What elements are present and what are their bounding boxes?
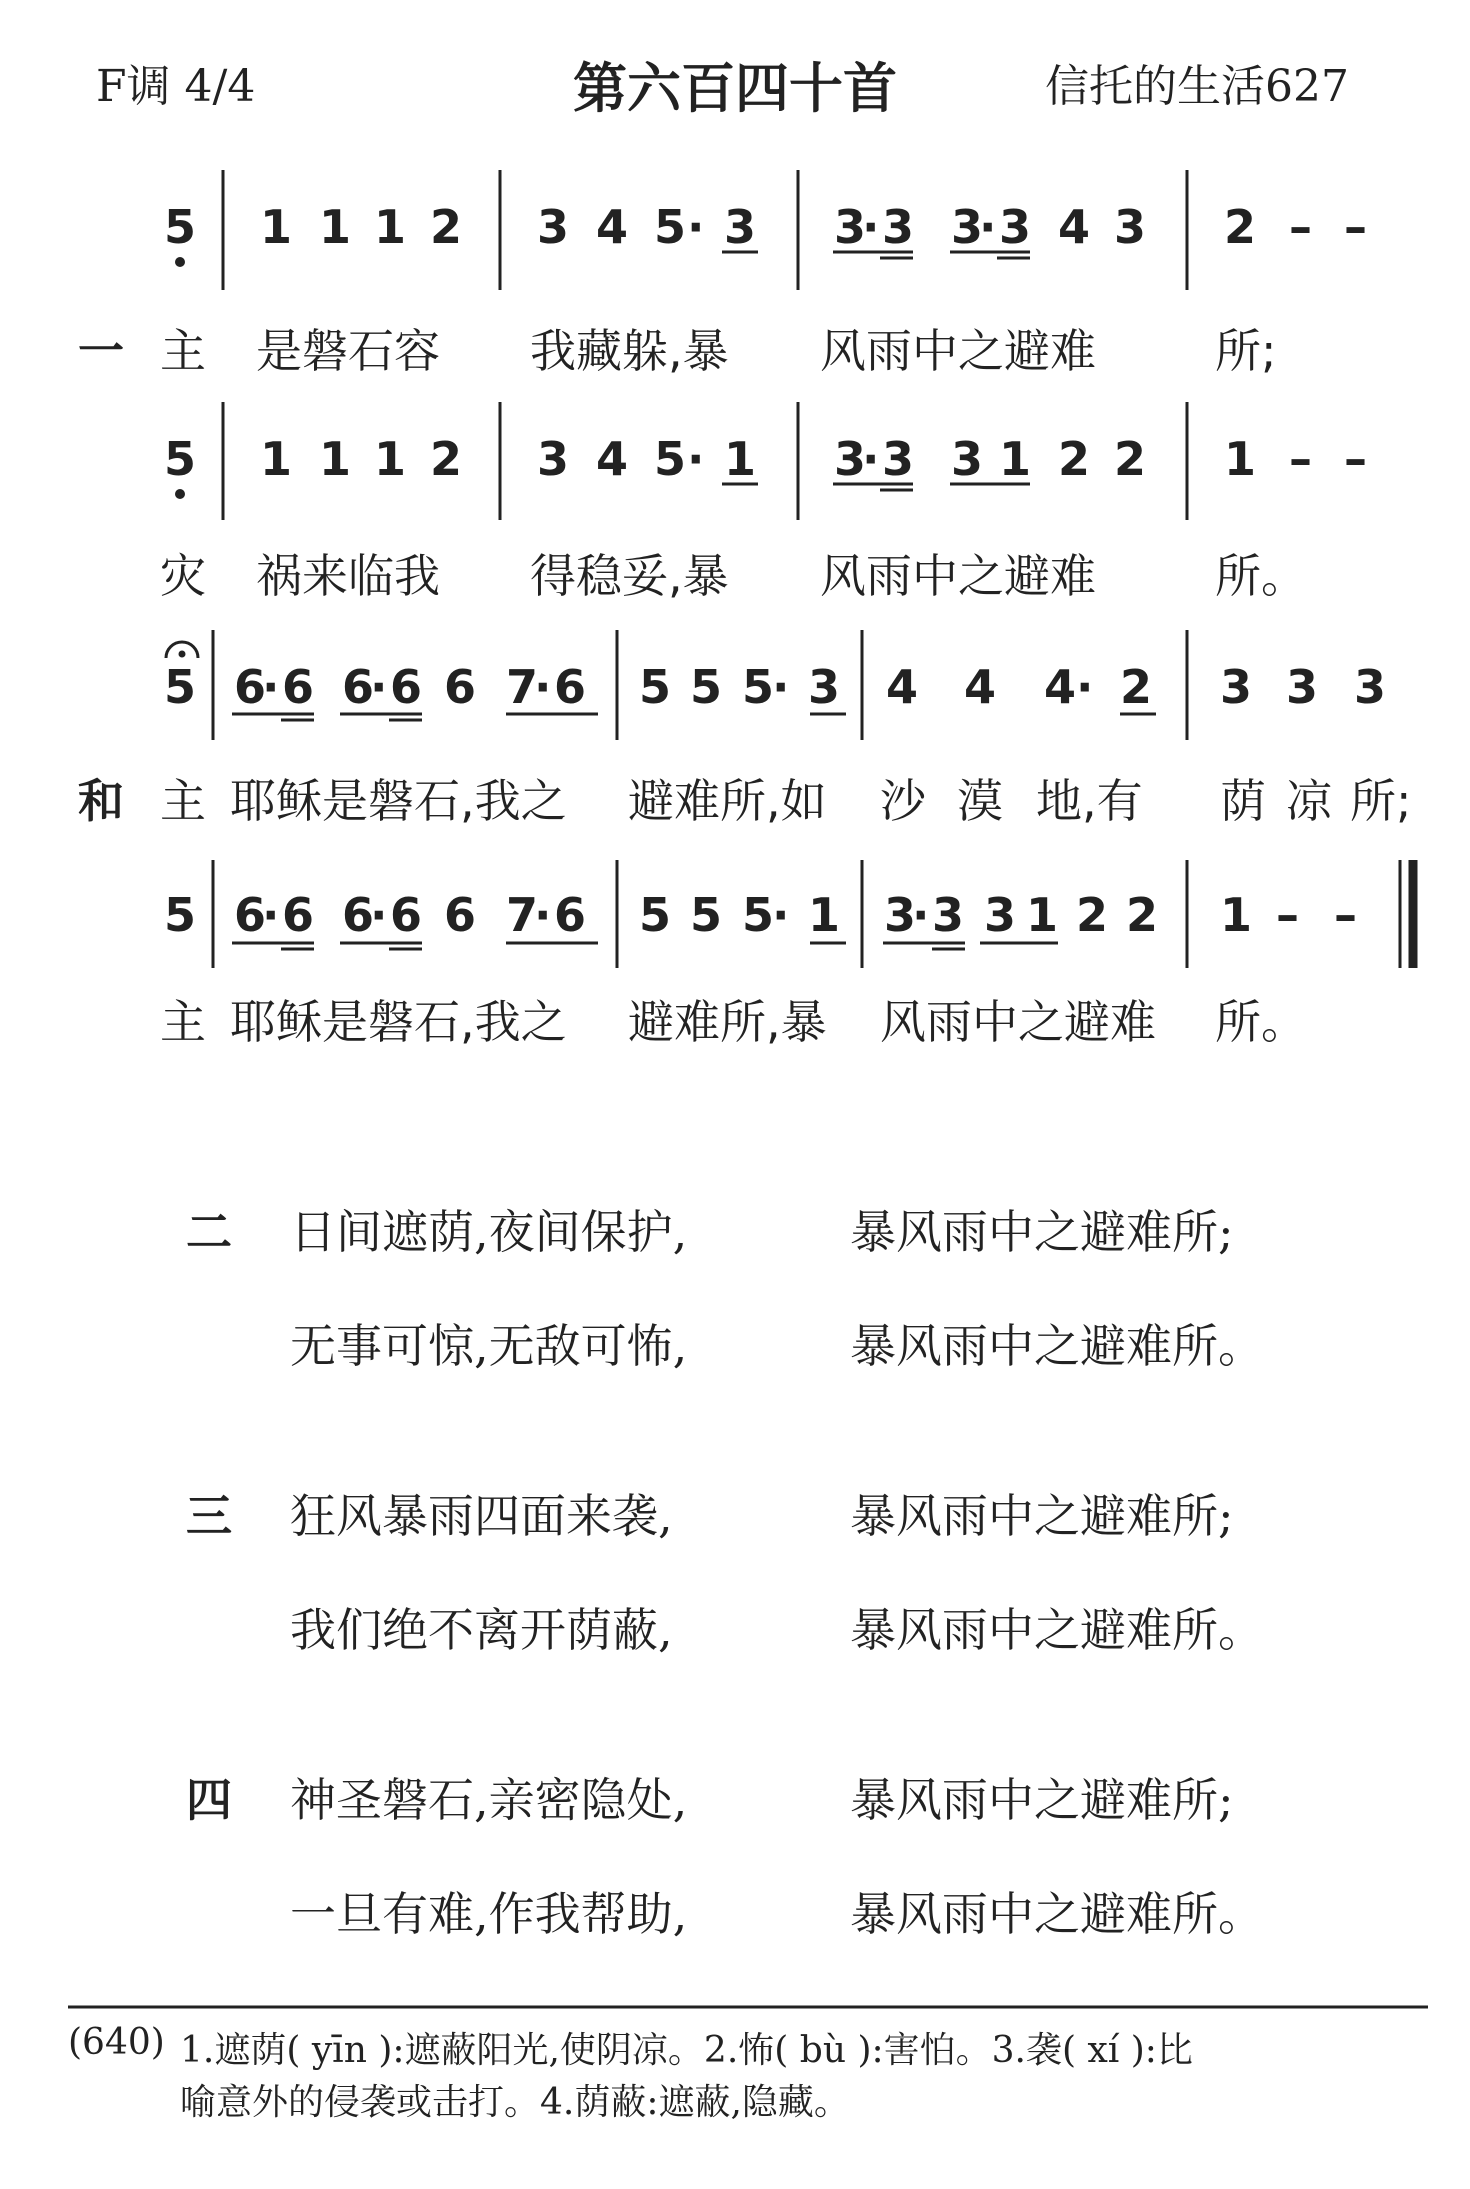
lyric: 风雨中之避难 — [820, 324, 1096, 378]
note: 1 — [374, 432, 407, 486]
lyric: 耶稣是磐石,我之 — [230, 774, 567, 828]
lyric: 风雨中之避难 — [880, 995, 1156, 1049]
note: 6 — [554, 660, 587, 714]
note: 4 — [1058, 200, 1091, 254]
dot: · — [262, 660, 280, 714]
note: 3 — [537, 200, 570, 254]
lyric: 灾 — [160, 549, 206, 603]
note: 2 — [430, 200, 463, 254]
note: 6 — [444, 888, 477, 942]
verse-line: 暴风雨中之避难所; — [850, 1205, 1234, 1259]
note: 3 — [1286, 660, 1319, 714]
note: 2 — [430, 432, 463, 486]
note: 3 — [808, 660, 841, 714]
note: 1 — [260, 200, 293, 254]
dash: – — [1344, 432, 1367, 486]
note: 4 — [964, 660, 997, 714]
note: 3 — [1354, 660, 1387, 714]
note: 4 — [596, 200, 629, 254]
lyric: 避难所,如 — [628, 774, 827, 828]
verse-line: 日间遮荫,夜间保护, — [290, 1205, 688, 1259]
note: 2 — [1224, 200, 1257, 254]
note: 1 — [319, 432, 352, 486]
note: 3 — [834, 432, 867, 486]
note: 6 — [554, 888, 587, 942]
dot: · — [687, 432, 705, 486]
lyric: 荫 — [1220, 774, 1266, 828]
verse-line: 我们绝不离开荫蔽, — [290, 1603, 673, 1657]
note: 5 — [639, 888, 672, 942]
dot: · — [912, 888, 930, 942]
footnote-line: 喻意外的侵袭或击打。4.荫蔽:遮蔽,隐藏。 — [180, 2082, 850, 2123]
note: 3 — [882, 432, 915, 486]
note: 4 — [1044, 660, 1077, 714]
note: 6 — [390, 660, 423, 714]
lyric: 是磐石容 — [256, 324, 440, 378]
dot: · — [862, 200, 880, 254]
lyric: 所。 — [1215, 995, 1307, 1049]
note: 1 — [999, 432, 1032, 486]
lyric: 风雨中之避难 — [820, 549, 1096, 603]
dash: – — [1276, 888, 1299, 942]
note: 5 — [164, 200, 197, 254]
note: 3 — [1114, 200, 1147, 254]
verse-label: 一 — [78, 324, 124, 378]
note: 5 — [654, 200, 687, 254]
dot: · — [534, 888, 552, 942]
note: 3 — [537, 432, 570, 486]
dot: · — [370, 888, 388, 942]
dot: · — [262, 888, 280, 942]
lyric: 主 — [160, 774, 206, 828]
dot: · — [772, 660, 790, 714]
verse-line: 神圣磐石,亲密隐处, — [290, 1773, 688, 1827]
lyric: 主 — [160, 324, 206, 378]
note: 1 — [1220, 888, 1253, 942]
note: 6 — [342, 888, 375, 942]
note: 3 — [724, 200, 757, 254]
dot: · — [370, 660, 388, 714]
dot: · — [979, 200, 997, 254]
note: 3 — [884, 888, 917, 942]
note: 5 — [164, 888, 197, 942]
note: 5 — [690, 888, 723, 942]
note: 2 — [1126, 888, 1159, 942]
note: 6 — [234, 660, 267, 714]
lyric: 得稳妥,暴 — [530, 549, 729, 603]
dash: – — [1334, 888, 1357, 942]
note: 3 — [1220, 660, 1253, 714]
lyric: 漠 — [957, 774, 1003, 828]
dot: · — [534, 660, 552, 714]
hymn-number: (640) — [68, 2022, 165, 2063]
dot: · — [1076, 660, 1094, 714]
footnote-line: 1.遮荫( yīn ):遮蔽阳光,使阴凉。2.怖( bù ):害怕。3.袭( xí ):比 — [180, 2030, 1193, 2071]
hymn-source: 信托的生活627 — [1045, 61, 1349, 112]
lyric: 主 — [160, 995, 206, 1049]
lyric: 沙 — [880, 774, 926, 828]
note: 7 — [506, 660, 539, 714]
hymn-title: 第六百四十首 — [573, 57, 897, 120]
lyric: 避难所,暴 — [628, 995, 827, 1049]
chorus-label: 和 — [78, 774, 124, 828]
beams-system4 — [232, 943, 1058, 949]
note: 6 — [234, 888, 267, 942]
verse-line: 暴风雨中之避难所; — [850, 1489, 1234, 1543]
lyric: 凉 — [1286, 774, 1332, 828]
dot: · — [687, 200, 705, 254]
dash: – — [1289, 200, 1312, 254]
octave-dot — [175, 257, 185, 267]
note: 2 — [1114, 432, 1147, 486]
dot: · — [862, 432, 880, 486]
note: 6 — [342, 660, 375, 714]
octave-dot — [175, 489, 185, 499]
lyric: 祸来临我 — [256, 549, 440, 603]
note: 5 — [654, 432, 687, 486]
verse-label: 四 — [186, 1773, 232, 1827]
lyric: 我藏躲,暴 — [530, 324, 729, 378]
note: 1 — [1224, 432, 1257, 486]
note: 3 — [951, 200, 984, 254]
note: 1 — [1026, 888, 1059, 942]
lyric: 耶稣是磐石,我之 — [230, 995, 567, 1049]
lyric: 所; — [1350, 774, 1412, 828]
note: 1 — [808, 888, 841, 942]
verse-line: 一旦有难,作我帮助, — [290, 1887, 688, 1941]
verse-line: 暴风雨中之避难所。 — [850, 1887, 1264, 1941]
dash: – — [1344, 200, 1367, 254]
note: 5 — [690, 660, 723, 714]
note: 3 — [984, 888, 1017, 942]
note: 6 — [390, 888, 423, 942]
verse-line: 无事可惊,无敌可怖, — [290, 1319, 688, 1373]
note: 4 — [886, 660, 919, 714]
note: 3 — [834, 200, 867, 254]
note: 2 — [1058, 432, 1091, 486]
lyric: 所。 — [1215, 549, 1307, 603]
note: 5 — [639, 660, 672, 714]
note: 1 — [260, 432, 293, 486]
dot: · — [772, 888, 790, 942]
note: 6 — [444, 660, 477, 714]
note: 3 — [882, 200, 915, 254]
note: 5 — [742, 660, 775, 714]
barlines-system1 — [223, 170, 1187, 290]
note: 1 — [374, 200, 407, 254]
note: 5 — [164, 432, 197, 486]
note: 1 — [319, 200, 352, 254]
note: 3 — [932, 888, 965, 942]
note: 5 — [164, 660, 197, 714]
verse-line: 暴风雨中之避难所; — [850, 1773, 1234, 1827]
verse-line: 暴风雨中之避难所。 — [850, 1319, 1264, 1373]
note: 6 — [282, 660, 315, 714]
note: 1 — [724, 432, 757, 486]
barlines-system2 — [223, 402, 1187, 520]
verse-line: 暴风雨中之避难所。 — [850, 1603, 1264, 1657]
key-signature: F调 4/4 — [96, 61, 256, 112]
note: 3 — [951, 432, 984, 486]
note: 6 — [282, 888, 315, 942]
verse-label: 三 — [186, 1489, 232, 1543]
note: 2 — [1076, 888, 1109, 942]
verse-label: 二 — [186, 1205, 232, 1259]
note: 7 — [506, 888, 539, 942]
note: 3 — [999, 200, 1032, 254]
note: 2 — [1120, 660, 1153, 714]
dash: – — [1289, 432, 1312, 486]
verse-line: 狂风暴雨四面来袭, — [290, 1489, 673, 1543]
note: 4 — [596, 432, 629, 486]
lyric: 所; — [1215, 324, 1277, 378]
note: 5 — [742, 888, 775, 942]
lyric: 地,有 — [1036, 774, 1143, 828]
beams-system3 — [232, 714, 1156, 720]
